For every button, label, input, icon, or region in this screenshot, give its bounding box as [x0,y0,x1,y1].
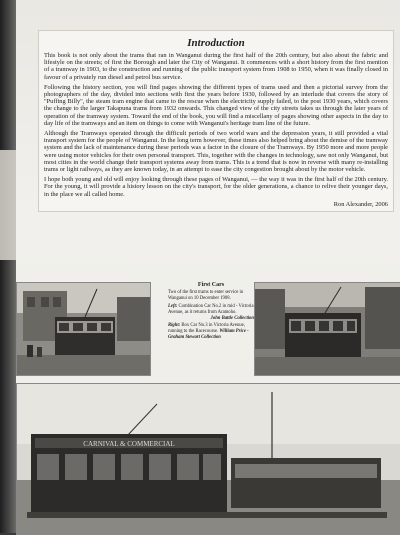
photo-carnival-tram [16,383,400,535]
first-cars-caption [168,282,254,374]
caption-right [168,323,254,341]
introduction-box [38,30,394,212]
adjacent-page-edge [0,0,16,533]
caption-left-credit: John Battle Collection [210,316,254,322]
caption-right-text: Box Car No.3 in Victoria Avenue, running to the Racecourse. [168,322,245,334]
author-signature: Ron Alexander, 2006 [333,200,388,208]
photo-box-car [254,282,400,376]
caption-right-label: Right: [168,322,181,328]
first-cars-title: First Cars [197,282,225,288]
book-page [16,0,400,533]
photo-combination-car [16,282,151,376]
caption-left-text: Combination Car No.2 in mid - Victoria Avenue, as it returns from Aramoho. [168,304,254,316]
torn-paper-scrap [0,150,16,260]
intro-paragraph-2: Following the history section, you will find pages showing the different types of trams used and then a pictorial survey from the photographers of the day, divided into sections with first the years before 1930, followed by an interlude that covers the story of "Puffing Billy", the steam tram engine that came to the rescue when the electricity supply failed, to the post 1930 years, which covers the change to the larger Takapuna trams from 1932 onwards. This changed view of the city streets takes us through the later years of operation of the tramway system. Toward the end of the book, you will find a miscellany of pages showing other aspects in the day to day life of the tramways and an item on things to come with Wanganui's heritage tram line of the future. [44,83,388,127]
first-cars-intro: Two of the first trams to enter service in Wanganui on 10 December 1908. [168,290,244,302]
intro-paragraph-4: I hope both young and old will enjoy looking through these pages of Wanganui, — the way it was in the first half of the 20th century. For the young, it will provide a history lesson on the city's transport, for the older generations, a chance to relive their younger days, in the place we all called home. [44,176,388,198]
intro-paragraph-1: This book is not only about the trams that ran in Wanganui during the first half of the 20th century, but also about the fabric and lifestyle on the streets; of first the Borough and later the City of Wanganui. It commences with a short history from the first mention of a tramway in 1903, to the construction and running of the public transport system from 1908 to 1950, when it was finally closed in favour of a privately run diesel and petrol bus service. [44,52,388,81]
intro-paragraph-3: Although the Tramways operated through the difficult periods of two world wars and the depression years, it still provided a vital transport system for the people of Wanganui. In the long term however, these times also helped bring about the demise of the tramway system and the lack of maintenance during these periods was a factor in the closure of the Tramways. By 1950 more and more people were using motor vehicles for their own personal transport. This, together with the changes in technology, saw not only Wanganui, but most cities in the world change their transport systems away from trams. This is a trend that is now in reverse with many re-installing trams or light railways, as they are known today, in an attempt to ease the city congestion brought about by the motor vehicle. [44,130,388,174]
caption-right-credit: William Price - Graham Stewart Collection [168,328,249,340]
caption-left-label: Left: [168,304,178,310]
carnival-sign: CARNIVAL & COMMERCIAL [83,440,175,448]
introduction-title: Introduction [187,37,245,49]
caption-left [168,304,254,322]
